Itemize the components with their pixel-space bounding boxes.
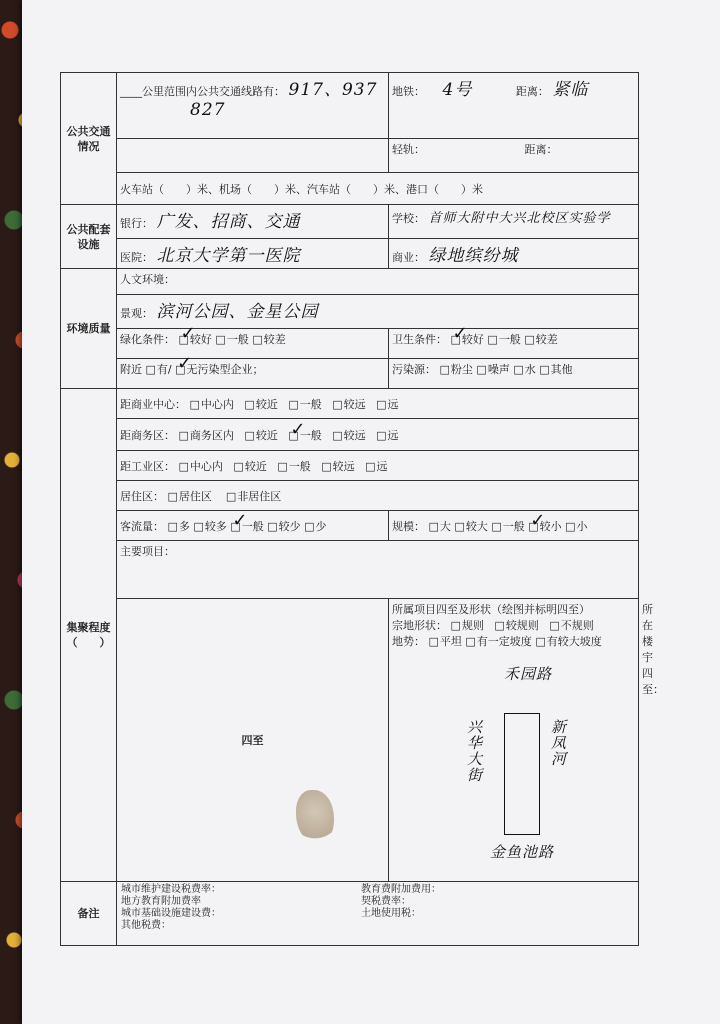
terrain-option-steep[interactable]: □ 有较大坡度 (535, 635, 601, 648)
terrain-option-flat[interactable]: □ 平坦 (429, 635, 462, 648)
remark-left-3: 城市基础设施建设费： (121, 908, 221, 919)
residential-option-yes[interactable]: □ 居住区 (168, 490, 212, 503)
commercial-option-far[interactable]: □ 较远 (332, 398, 365, 411)
light-rail-label: 轻轨： (392, 143, 425, 156)
bus-lines-value: 917、937 (288, 80, 378, 100)
industrial-label: 距工业区： (120, 459, 175, 473)
scenery-label: 景观： (120, 307, 153, 320)
business-option-near[interactable]: □ 较近 (244, 429, 277, 442)
business-option-far[interactable]: □ 较远 (332, 429, 365, 442)
sanitation-option-good[interactable]: □ 较好 ✓ (451, 333, 484, 346)
terrain-row (392, 633, 635, 649)
greening-option-good[interactable]: □ 较好 ✓ (179, 333, 212, 346)
residential-option-no[interactable]: □ 非居住区 (226, 490, 281, 503)
industrial-option-inside[interactable]: □ 中心内 (179, 460, 223, 473)
projects-label: 主要项目： (120, 545, 175, 558)
north-boundary: 禾园路 (504, 665, 553, 683)
traffic-option-few[interactable]: □ 少 (304, 520, 326, 533)
survey-form (60, 72, 664, 946)
bus-lines-label: ____公里范围内公共交通线路有： (120, 85, 285, 98)
scenery-value: 滨河公园、金星公园 (156, 302, 319, 322)
agglomeration-title: 集聚程度 (66, 621, 111, 634)
hospital-label: 医院： (120, 251, 153, 264)
traffic-cell (117, 511, 389, 541)
transport-section-label: 公共交通情况 (61, 73, 117, 205)
site-sketch (392, 649, 635, 879)
culture-row (117, 269, 639, 295)
pollution-option-noise[interactable]: □ 噪声 (476, 363, 509, 376)
greening-label: 绿化条件： (120, 333, 175, 346)
bus-lines-cont-cell (117, 139, 389, 173)
subway-distance-value: 紧临 (552, 80, 589, 100)
scale-option-large[interactable]: □ 大 (429, 520, 451, 533)
business-row (117, 419, 639, 451)
west-boundary: 兴华大街 (465, 719, 483, 783)
school-label: 学校： (392, 212, 425, 225)
business-option-very-far[interactable]: □ 远 (376, 429, 398, 442)
industrial-option-near[interactable]: □ 较近 (233, 460, 266, 473)
subway-label: 地铁： (392, 85, 425, 98)
traffic-option-more[interactable]: □ 较多 (193, 520, 226, 533)
environment-section-label: 环境质量 (61, 269, 117, 389)
subway-cell (389, 73, 639, 139)
scale-option-small[interactable]: □ 小 (565, 520, 587, 533)
boundaries-sketch-cell (389, 599, 639, 882)
commercial-option-near[interactable]: □ 较近 (244, 398, 277, 411)
bank-label: 银行： (120, 217, 153, 230)
greening-option-average[interactable]: □ 一般 (215, 333, 248, 346)
industrial-option-far[interactable]: □ 较远 (321, 460, 354, 473)
site-outline (504, 713, 540, 835)
south-boundary: 金鱼池路 (490, 843, 555, 861)
bank-cell (117, 205, 389, 239)
light-rail-cell (389, 139, 639, 173)
traffic-option-less[interactable]: □ 较少 (267, 520, 300, 533)
traffic-label: 客流量： (120, 519, 164, 533)
remarks-right (361, 884, 441, 932)
remark-right-2: 契税费率： (361, 896, 411, 907)
hospital-cell (117, 239, 389, 269)
commercial-row (117, 389, 639, 419)
remark-left-1: 城市维护建设税费率： (121, 884, 221, 895)
bus-lines-cell (117, 73, 389, 139)
shape-option-regular[interactable]: □ 规则 (451, 619, 484, 632)
shape-option-mostly-regular[interactable]: □ 较规则 (494, 619, 538, 632)
remark-right-1: 教育费附加费用： (361, 884, 441, 895)
terrain-label: 地势： (392, 635, 425, 648)
sanitation-cell (389, 329, 639, 359)
building-boundaries-label: 所在楼宇四至： (642, 603, 664, 696)
sanitation-option-poor[interactable]: □ 较差 (524, 333, 557, 346)
commerce-value: 绿地缤纷城 (428, 246, 519, 266)
traffic-option-many[interactable]: □ 多 (168, 520, 190, 533)
boundaries-section-label: 四至 (117, 599, 389, 882)
scale-option-smaller[interactable]: □ 较小 ✓ (528, 520, 561, 533)
commerce-label: 商业： (392, 251, 425, 264)
shape-label: 宗地形状： (392, 619, 447, 632)
commercial-option-inside[interactable]: □ 中心内 (190, 398, 234, 411)
terrain-option-some-slope[interactable]: □ 有一定坡度 (465, 635, 531, 648)
business-option-inside[interactable]: □ 商务区内 (179, 429, 234, 442)
nearby-label: 附近 (120, 363, 142, 376)
culture-label: 人文环境： (120, 273, 175, 286)
projects-row (117, 541, 639, 599)
shape-option-irregular[interactable]: □ 不规则 (549, 619, 593, 632)
commercial-label: 距商业中心： (120, 397, 186, 411)
scale-option-average[interactable]: □ 一般 (491, 520, 524, 533)
agglomeration-paren: （ ） (66, 636, 111, 649)
remark-left-4: 其他税费： (121, 920, 171, 931)
industrial-option-average[interactable]: □ 一般 (277, 460, 310, 473)
agglomeration-section-label (61, 389, 117, 882)
hospital-value: 北京大学第一医院 (156, 246, 301, 266)
boundaries-title: 所属项目四至及形状（绘图并标明四至） (392, 603, 590, 616)
residential-label: 居住区： (120, 489, 164, 503)
school-value: 首师大附中大兴北校区实验学 (428, 211, 611, 226)
remark-right-3: 土地使用税： (361, 908, 421, 919)
business-label: 距商务区： (120, 428, 175, 442)
scale-option-larger[interactable]: □ 较大 (454, 520, 487, 533)
bank-value: 广发、招商、交通 (156, 212, 301, 232)
traffic-option-average[interactable]: □ 一般 ✓ (230, 520, 263, 533)
remarks-left (121, 884, 361, 932)
subway-value: 4号 (442, 80, 473, 100)
remarks-section-label: 备注 (61, 882, 117, 946)
school-cell (389, 205, 639, 239)
residential-row (117, 481, 639, 511)
industrial-option-very-far[interactable]: □ 远 (365, 460, 387, 473)
sanitation-label: 卫生条件： (392, 333, 447, 346)
sanitation-option-average[interactable]: □ 一般 (487, 333, 520, 346)
commercial-option-average[interactable]: □ 一般 (288, 398, 321, 411)
facilities-section-label: 公共配套设施 (61, 205, 117, 269)
greening-cell (117, 329, 389, 359)
pollution-cell (389, 359, 639, 389)
pollution-label: 污染源： (392, 363, 436, 376)
bus-lines-value-2: 827 (190, 100, 226, 120)
business-option-average[interactable]: □ 一般 ✓ (288, 429, 321, 442)
stations-row: 火车站（ ）米、机场（ ）米、汽车站（ ）米、港口（ ）米 (117, 173, 639, 205)
industrial-row (117, 451, 639, 481)
commercial-option-very-far[interactable]: □ 远 (376, 398, 398, 411)
remark-left-2: 地方教育附加费率 (121, 896, 201, 907)
nearby-option-yes[interactable]: □ 有/ (146, 363, 172, 376)
shape-row (392, 617, 635, 633)
light-rail-distance-label: 距离： (524, 143, 558, 156)
pollution-option-other[interactable]: □ 其他 (539, 363, 572, 376)
commerce-cell (389, 239, 639, 269)
greening-option-poor[interactable]: □ 较差 (252, 333, 285, 346)
pollution-option-dust[interactable]: □ 粉尘 (440, 363, 473, 376)
pollution-option-water[interactable]: □ 水 (513, 363, 535, 376)
remarks-cell (117, 882, 639, 946)
subway-distance-label: 距离： (515, 85, 549, 98)
nearby-option-no-pollution[interactable]: □ 无污染型企业； ✓ (175, 363, 263, 376)
scale-label: 规模： (392, 519, 425, 533)
scale-cell (389, 511, 639, 541)
east-boundary: 新凤河 (549, 719, 567, 767)
nearby-cell (117, 359, 389, 389)
